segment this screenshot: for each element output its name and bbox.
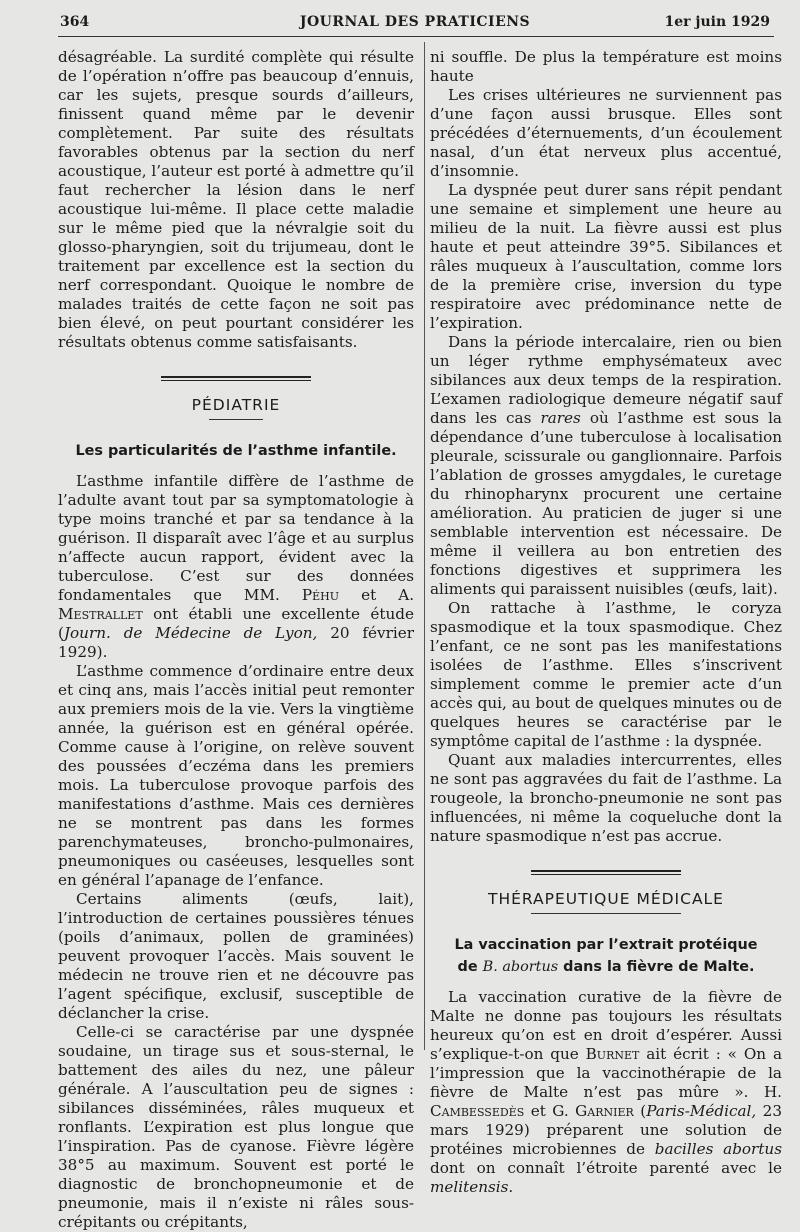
author-name: H. Cambessedès: [430, 1083, 783, 1120]
paragraph: L’asthme infantile diffère de l’asthme de l’adulte avant tout par sa symptomatologie à type moins tranché et par sa tendance à la guérison. Il disparaît avec l’âge et au surplus n’affecte aucun rapport, évident avec la tuberculose. C’est sur des données fondamentales que MM. Péhu et A. Mestrallet ont établi une excellente étude (Journ. de Médecine de Lyon, 20 février 1929).: [58, 472, 415, 661]
section-rule: [531, 870, 681, 875]
spacer: [430, 978, 782, 988]
paragraph: La dyspnée peut durer sans répit pendant une semaine et simplement une heure au milieu de la nuit. La fièvre aussi est plus haute et peut atteindre 39°5. Sibilances et râles muqueux à l’auscultation, comme lors de la première crise, inversion du type respiratoire avec prédominance nette de l’expiration.: [430, 181, 782, 332]
author-name: Mestrallet: [58, 605, 143, 623]
journal-reference: Journ. de Médecine de Lyon,: [63, 624, 318, 642]
header-rule: [58, 36, 774, 37]
paragraph: Quant aux maladies intercurrentes, elles ne sont pas aggravées du fait de l’asthme. La rougeole, la broncho-pneumonie ne sont pas influencées, ni même la coqueluche dont la nature spasmodique n’est pas accrue.: [430, 751, 782, 845]
short-rule: [531, 913, 681, 914]
page-header: [60, 14, 770, 38]
article-title: La vaccination par l’extrait protéique de B. abortus dans la fièvre de Malte.: [454, 937, 758, 975]
paragraph: On rattache à l’asthme, le coryza spasmodique et la toux spasmodique. Chez l’enfant, ce ne sont pas les manifestations isolées de l’asthme. Elles s’inscrivent simplement comme le premier acte d’un accès qui, au bout de quelques minutes ou de quelques heures se caractérise par le symptôme capital de l’asthme : la dyspnée.: [430, 599, 782, 750]
article-title: Les particularités de l’asthme infantile.: [75, 443, 397, 459]
continued-paragraph: désagréable. La surdité complète qui résulte de l’opération n’offre pas beaucoup d’ennuis, car les sujets, presque sourds d’ailleurs, finissent quand même par le devenir complètement. Par suite des résultats favorables obtenus par la section du nerf acoustique, l’auteur est porté à admettre qu’il faut rechercher la lésion dans le nerf acoustique lui-même. Il place cette maladie sur le même pied que la névralgie soit du glosso-pharyngien, soit du trijumeau, dont le traitement par excellence est la section du nerf correspondant. Quoique le nombre de malades traités de cette façon ne soit pas bien élevé, on peut pourtant considérer les résultats obtenus comme satisfaisants.: [58, 48, 415, 351]
journal-reference: Paris-Médical,: [646, 1102, 757, 1120]
paragraph: Les crises ultérieures ne surviennent pas d’une façon aussi brusque. Elles sont précédées d’éternuements, d’un écoulement nasal, d’un état nerveux plus accentué, d’insomnie.: [430, 86, 782, 180]
spacer: [58, 462, 414, 472]
paragraph: La vaccination curative de la fièvre de Malte ne donne pas toujours les résultats heureux qu’on est en droit d’espérer. Aussi s’explique-t-on que Burnet ait écrit : « On a l’impression que la vaccinothérapie de la fièvre de Malte n’est pas mûre ». H. Cambessedès et G. Garnier (Paris-Médical, 23 mars 1929) préparent une solution de protéines microbiennes de bacilles abortus dont on connaît l’étroite parenté avec le melitensis.: [430, 988, 783, 1196]
section-rule: [161, 376, 311, 381]
continued-paragraph: ni souffle. De plus la température est moins haute: [430, 48, 782, 85]
short-rule: [209, 419, 263, 420]
left-column: [58, 48, 414, 1232]
author-name: Péhu: [301, 586, 340, 604]
section-heading-pediatrie: PÉDIATRIE: [191, 396, 281, 414]
paragraph: Dans la période intercalaire, rien ou bien un léger rythme emphysémateux avec sibilances aux deux temps de la respiration. L’examen radiologique demeure négatif sauf dans les cas rares où l’asthme est sous la dépendance d’une tuberculose à localisation pleurale, scissurale ou ganglionnaire. Parfois l’ablation de grosses amygdales, le curetage du rhinopharynx procurent une certaine amélioration. Au praticien de juger si une semblable intervention est nécessaire. De même il veillera au bon entretien des fonctions digestives et supprimera les aliments qui paraissent nuisibles (œufs, lait).: [430, 333, 782, 598]
section-heading-therapeutique: THÉRAPEUTIQUE MÉDICALE: [488, 890, 724, 908]
paragraph: Celle-ci se caractérise par une dyspnée soudaine, un tirage sus et sous-sternal, le battement des ailes du nez, une pâleur générale. A l’auscultation peu de signes : sibilances disséminées, râles muqueux et ronflants. L’expiration est plus longue que l’inspiration. Pas de cyanose. Fièvre légère 38°5 au maximum. Souvent est porté le diagnostic de bronchopneumonie et de pneumonie, mais il n’existe ni râles sous-crépitants ou crépitants,: [58, 1023, 414, 1231]
column-divider: [424, 42, 425, 1050]
paragraph: Certains aliments (œufs, lait), l’introduction de certaines poussières ténues (poils d’animaux, pollen de graminées) peuvent provoquer l’accès. Mais souvent le médecin ne trouve rien et ne découvre pas l’agent spécifique, exclusif, susceptible de déclancher la crise.: [58, 890, 414, 1022]
issue-date: 1er juin 1929: [664, 14, 770, 30]
paragraph: L’asthme commence d’ordinaire entre deux et cinq ans, mais l’accès initial peut remonter aux premiers mois de la vie. Vers la vingtième année, la guérison est en général opérée. Comme cause à l’origine, on relève souvent des poussées d’eczéma dans les premiers mois. La tuberculose provoque parfois des manifestations d’asthme. Mais ces dernières ne se montrent pas dans les formes parenchymateuses, broncho-pulmonaires, pneumoniques ou caséeuses, lesquelles sont en général l’apanage de l’enfance.: [58, 662, 414, 889]
journal-title: JOURNAL DES PRATICIENS: [299, 14, 531, 30]
author-name: G. Garnier: [552, 1102, 634, 1120]
page-number: 364: [60, 14, 90, 30]
right-column: [430, 48, 782, 1197]
